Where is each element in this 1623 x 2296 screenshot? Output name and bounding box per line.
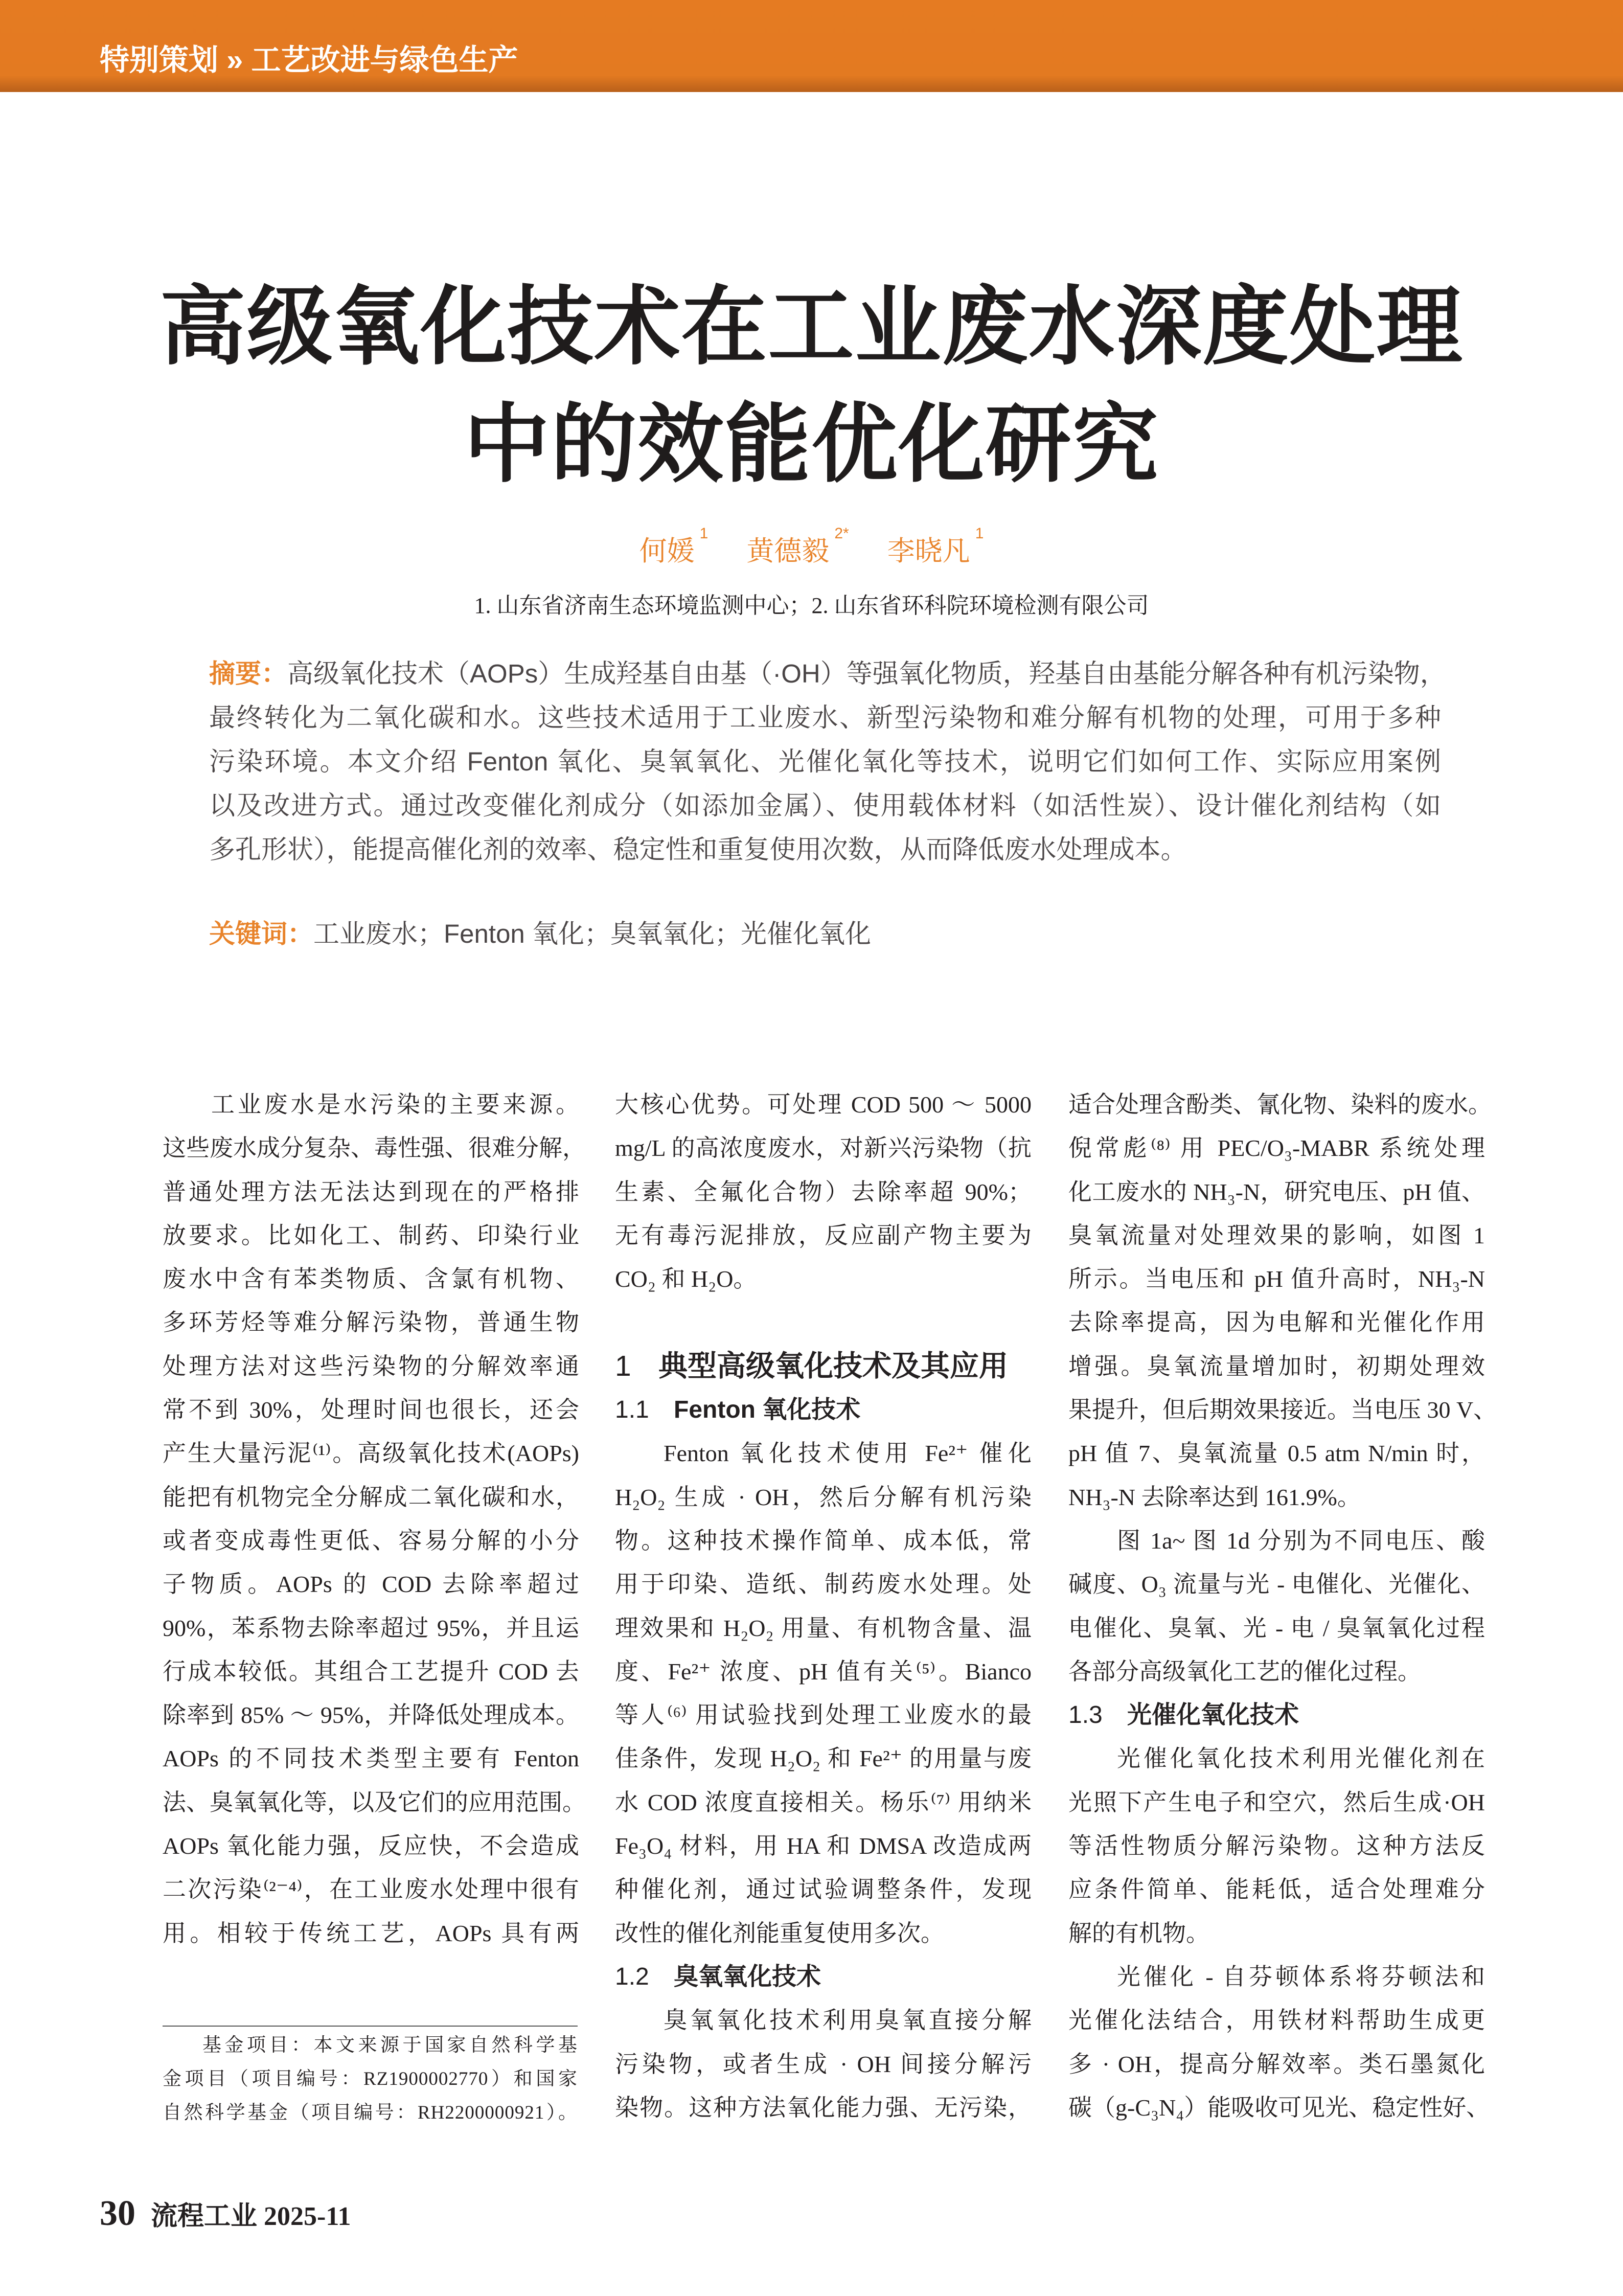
body-text-line: 适合处理含酚类、氰化物、染料的废水。 bbox=[1068, 1092, 1492, 1118]
body-text-line: 等活性物质分解污染物。这种方法反 bbox=[1068, 1833, 1485, 1859]
abstract-text: 以及改进方式。通过改变催化剂成分（如添加金属）、使用载体材料（如活性炭）、设计催化剂结构（如 bbox=[209, 791, 1441, 820]
section-header-bar bbox=[0, 0, 1623, 92]
body-text-line: 图 1a~ 图 1d 分别为不同电压、酸 bbox=[1117, 1527, 1485, 1554]
abstract-text: 最终转化为二氧化碳和水。这些技术适用于工业废水、新型污染物和难分解有机物的处理，可用于多种 bbox=[209, 703, 1441, 732]
body-text-line: 果提升，但后期效果接近。当电压 30 V、 bbox=[1068, 1397, 1497, 1423]
body-text-line: 污染物，或者生成 · OH 间接分解污 bbox=[615, 2051, 1032, 2077]
article-title-line-1: 高级氧化技术在工业废水深度处理 bbox=[159, 279, 1464, 375]
section-number: 1 bbox=[615, 1349, 631, 1382]
body-text-line: 改性的催化剂能重复使用多次。 bbox=[615, 1920, 944, 1946]
body-text-line: 能把有机物完全分解成二氧化碳和水， bbox=[163, 1484, 579, 1510]
body-text-line: Fe₃O₄ 材料，用 HA 和 DMSA 改造成两 bbox=[615, 1833, 1032, 1859]
body-text-line: 二次污染⁽²⁻⁴⁾，在工业废水处理中很有 bbox=[163, 1876, 579, 1903]
body-text-line: 工业废水是水污染的主要来源。 bbox=[211, 1092, 579, 1118]
author-name: 何媛 bbox=[639, 536, 695, 566]
body-text-line: 多 · OH，提高分解效率。类石墨氮化 bbox=[1068, 2051, 1485, 2077]
abstract-label: 摘要： bbox=[209, 659, 288, 688]
body-text-line: 生素、全氟化合物）去除率超 90%； bbox=[615, 1178, 1032, 1205]
body-text-line: 除率到 85% ～ 95%，并降低处理成本。 bbox=[163, 1702, 579, 1729]
body-text-line: 光照下产生电子和空穴，然后生成·OH bbox=[1068, 1789, 1485, 1815]
abstract-text: 高级氧化技术（AOPs）生成羟基自由基（·OH）等强氧化物质，羟基自由基能分解各种有机污染物， bbox=[287, 659, 1446, 688]
body-text-line: 佳条件，发现 H₂O₂ 和 Fe²⁺ 的用量与废 bbox=[615, 1745, 1032, 1772]
affiliations: 1. 山东省济南生态环境监测中心；2. 山东省环科院环境检测有限公司 bbox=[474, 593, 1149, 618]
body-text-line: 产生大量污泥⁽¹⁾。高级氧化技术(AOPs) bbox=[163, 1440, 579, 1467]
section-number: 1.2 bbox=[615, 1963, 649, 1990]
body-text-line: AOPs 的不同技术类型主要有 Fenton bbox=[163, 1745, 579, 1772]
body-text-line: 臭氧氧化技术利用臭氧直接分解 bbox=[664, 2007, 1032, 2034]
body-text-line: AOPs 氧化能力强，反应快，不会造成 bbox=[163, 1833, 579, 1859]
article-title-line-2: 中的效能优化研究 bbox=[464, 396, 1159, 492]
body-text-line: 碱度、O₃ 流量与光 - 电催化、光催化、 bbox=[1068, 1571, 1485, 1598]
body-text-line: 常不到 30%，处理时间也很长，还会 bbox=[163, 1397, 579, 1423]
abstract-line bbox=[209, 784, 1441, 828]
body-text-line: 等人⁽⁶⁾ 用试验找到处理工业废水的最 bbox=[615, 1702, 1032, 1729]
keywords-label: 关键词： bbox=[209, 919, 314, 948]
body-text-line: 普通处理方法无法达到现在的严格排 bbox=[163, 1178, 579, 1205]
body-column-right bbox=[1068, 1083, 1497, 2129]
body-text-line: 增强。臭氧流量增加时，初期处理效 bbox=[1068, 1353, 1485, 1379]
affiliation-mark: 1 bbox=[975, 525, 984, 542]
abstract-line bbox=[209, 696, 1441, 740]
section-heading-text: 臭氧氧化技术 bbox=[674, 1963, 821, 1990]
affiliation-mark: 2* bbox=[834, 525, 849, 542]
abstract-line bbox=[209, 828, 1441, 872]
body-text-line: NH₃-N 去除率达到 161.9%。 bbox=[1068, 1484, 1361, 1510]
keywords-text: 工业废水；Fenton 氧化；臭氧氧化；光催化氧化 bbox=[313, 919, 871, 948]
body-text-line: 行成本较低。其组合工艺提升 COD 去 bbox=[163, 1658, 579, 1685]
body-text-line: 子物质。AOPs 的 COD 去除率超过 bbox=[163, 1571, 579, 1598]
affiliation-mark: 1 bbox=[699, 525, 708, 542]
author-name: 李晓凡 bbox=[887, 536, 970, 566]
body-text-line: 废水中含有苯类物质、含氯有机物、 bbox=[163, 1266, 579, 1292]
body-text-line: 法、臭氧氧化等，以及它们的应用范围。 bbox=[163, 1789, 586, 1815]
body-text-line: 大核心优势。可处理 COD 500 ～ 5000 bbox=[615, 1092, 1032, 1118]
body-text-line: pH 值 7、臭氧流量 0.5 atm N/min 时， bbox=[1068, 1440, 1485, 1467]
body-text-line: 用。相较于传统工艺，AOPs 具有两 bbox=[163, 1920, 579, 1946]
body-text-line bbox=[615, 1301, 1032, 1344]
body-text-line: 光催化 - 自芬顿体系将芬顿法和 bbox=[1117, 1963, 1485, 1990]
body-text-line: 或者变成毒性更低、容易分解的小分 bbox=[163, 1527, 579, 1554]
body-text-line: 多环芳烃等难分解污染物，普通生物 bbox=[163, 1309, 579, 1336]
author-name: 黄德毅 bbox=[746, 536, 830, 566]
footnote-line: 自然科学基金（项目编号：RH2200000921）。 bbox=[163, 2102, 578, 2123]
keywords bbox=[209, 913, 871, 950]
body-text-line: 碳（g-C₃N₄）能吸收可见光、稳定性好、 bbox=[1068, 2094, 1490, 2121]
body-column-left bbox=[163, 1083, 586, 1955]
section-heading-text: 光催化氧化技术 bbox=[1127, 1701, 1299, 1729]
author bbox=[887, 525, 984, 566]
body-text-line: 90%，苯系物去除率超过 95%，并且运 bbox=[163, 1615, 579, 1641]
body-text-line: Fenton 氧化技术使用 Fe²⁺ 催化 bbox=[664, 1440, 1032, 1467]
abstract bbox=[209, 652, 1446, 872]
section-heading-text: Fenton 氧化技术 bbox=[674, 1396, 861, 1424]
body-text-line: 倪常彪⁽⁸⁾ 用 PEC/O₃-MABR 系统处理 bbox=[1068, 1135, 1485, 1162]
body-text-line: 各部分高级氧化工艺的催化过程。 bbox=[1068, 1658, 1421, 1685]
section-number: 1.3 bbox=[1068, 1701, 1103, 1729]
page-footer bbox=[100, 2193, 351, 2234]
section-heading bbox=[615, 1345, 1032, 1388]
body-text-line: 应条件简单、能耗低，适合处理难分 bbox=[1068, 1876, 1485, 1903]
section-heading bbox=[1068, 1693, 1485, 1737]
footnote-divider bbox=[163, 2026, 578, 2027]
section-title: 特别策划 » 工艺改进与绿色生产 bbox=[100, 43, 518, 77]
body-text-line: 这些废水成分复杂、毒性强、很难分解， bbox=[163, 1135, 586, 1162]
abstract-line bbox=[209, 652, 1446, 696]
section-heading bbox=[615, 1955, 1032, 1998]
body-text-line: 电催化、臭氧、光 - 电 / 臭氧氧化过程 bbox=[1068, 1615, 1485, 1641]
section-heading bbox=[615, 1388, 1032, 1431]
footnote-line: 基金项目：本文来源于国家自然科学基 bbox=[202, 2035, 578, 2056]
author bbox=[639, 525, 708, 566]
author bbox=[746, 525, 849, 566]
body-text-line: 放要求。比如化工、制药、印染行业 bbox=[163, 1222, 579, 1248]
footnote-line: 金项目（项目编号：RZ1900002770）和国家 bbox=[163, 2068, 578, 2089]
page-number: 30 bbox=[100, 2194, 135, 2233]
body-text-line: 处理方法对这些污染物的分解效率通 bbox=[163, 1353, 579, 1379]
body-text-line: 所示。当电压和 pH 值升高时，NH₃-N bbox=[1068, 1266, 1485, 1292]
author-list bbox=[0, 525, 1623, 569]
journal-issue: 流程工业 2025-11 bbox=[151, 2202, 351, 2231]
section-number: 1.1 bbox=[615, 1396, 649, 1424]
body-text-line: H₂O₂ 生成 · OH，然后分解有机污染 bbox=[615, 1484, 1032, 1510]
body-text-line: 化工废水的 NH₃-N，研究电压、pH 值、 bbox=[1068, 1178, 1485, 1205]
funding-footnote bbox=[163, 2029, 578, 2130]
body-text-line: CO₂ 和 H₂O。 bbox=[615, 1266, 757, 1292]
body-text-line: 无有毒污泥排放，反应副产物主要为 bbox=[615, 1222, 1032, 1248]
body-text-line: 种催化剂，通过试验调整条件，发现 bbox=[615, 1876, 1032, 1903]
body-text-line: 染物。这种方法氧化能力强、无污染， bbox=[615, 2094, 1032, 2121]
body-text-line: 光催化氧化技术利用光催化剂在 bbox=[1117, 1745, 1485, 1772]
section-heading-text: 典型高级氧化技术及其应用 bbox=[658, 1349, 1008, 1382]
body-text-line: 解的有机物。 bbox=[1068, 1920, 1209, 1946]
body-text-line: 水 COD 浓度直接相关。杨乐⁽⁷⁾ 用纳米 bbox=[615, 1789, 1032, 1815]
abstract-text: 污染环境。本文介绍 Fenton 氧化、臭氧氧化、光催化氧化等技术，说明它们如何工作、实际应用案例 bbox=[209, 747, 1441, 776]
abstract-line bbox=[209, 740, 1441, 784]
body-text-line: 用于印染、造纸、制药废水处理。处 bbox=[615, 1571, 1032, 1598]
abstract-text: 多孔形状），能提高催化剂的效率、稳定性和重复使用次数，从而降低废水处理成本。 bbox=[209, 835, 1187, 864]
body-text-line: 度、Fe²⁺ 浓度、pH 值有关⁽⁵⁾。Bianco bbox=[615, 1658, 1032, 1685]
body-text-line: 去除率提高，因为电解和光催化作用 bbox=[1068, 1309, 1485, 1336]
body-text-line: 臭氧流量对处理效果的影响，如图 1 bbox=[1068, 1222, 1485, 1248]
body-text-line: 理效果和 H₂O₂ 用量、有机物含量、温 bbox=[615, 1615, 1032, 1641]
body-text-line: 物。这种技术操作简单、成本低，常 bbox=[615, 1527, 1032, 1554]
body-text-line: 光催化法结合，用铁材料帮助生成更 bbox=[1068, 2007, 1485, 2034]
body-column-middle bbox=[615, 1083, 1032, 2129]
body-text-line: mg/L 的高浓度废水，对新兴污染物（抗 bbox=[615, 1135, 1032, 1162]
